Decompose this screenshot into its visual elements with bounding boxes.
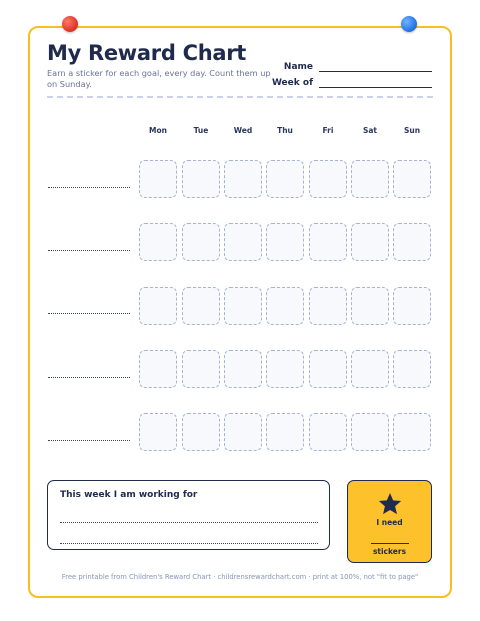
- sticker-box-wed[interactable]: [224, 350, 262, 388]
- sticker-box-tue[interactable]: [182, 413, 220, 451]
- week-field[interactable]: [272, 78, 432, 88]
- goal-line-1[interactable]: [48, 187, 130, 188]
- day-header-fri: Fri: [322, 126, 334, 135]
- goal-line-4[interactable]: [48, 377, 130, 378]
- day-header-sun: Sun: [403, 126, 421, 135]
- header-divider: [47, 96, 433, 98]
- goal-line-5[interactable]: [48, 440, 130, 441]
- sticker-box-tue[interactable]: [182, 160, 220, 198]
- sticker-box-fri[interactable]: [309, 350, 347, 388]
- sticker-box-tue[interactable]: [182, 223, 220, 261]
- sticker-box-tue[interactable]: [182, 350, 220, 388]
- sticker-box-mon[interactable]: [139, 160, 177, 198]
- sticker-box-sun[interactable]: [393, 413, 431, 451]
- star-icon: [377, 491, 403, 517]
- goal-line-3[interactable]: [48, 313, 130, 314]
- sticker-box-fri[interactable]: [309, 223, 347, 261]
- day-header-wed: Wed: [233, 126, 253, 135]
- sticker-box-sun[interactable]: [393, 160, 431, 198]
- sticker-goal-box: [347, 480, 432, 563]
- working-for-heading: This week I am working for: [60, 490, 198, 500]
- sticker-box-thu[interactable]: [266, 287, 304, 325]
- sticker-box-sat[interactable]: [351, 287, 389, 325]
- sticker-box-sun[interactable]: [393, 287, 431, 325]
- red-pushpin-icon: [62, 16, 78, 32]
- week-line[interactable]: [319, 80, 432, 88]
- goal-line-2[interactable]: [48, 250, 130, 251]
- sticker-box-wed[interactable]: [224, 287, 262, 325]
- day-header-sat: Sat: [362, 126, 378, 135]
- sticker-box-sat[interactable]: [351, 413, 389, 451]
- sticker-box-mon[interactable]: [139, 287, 177, 325]
- sticker-box-sat[interactable]: [351, 223, 389, 261]
- name-label: Name: [283, 62, 313, 72]
- sticker-box-sat[interactable]: [351, 160, 389, 198]
- sticker-box-fri[interactable]: [309, 413, 347, 451]
- sticker-box-thu[interactable]: [266, 350, 304, 388]
- sticker-count-line[interactable]: [371, 543, 409, 544]
- name-field[interactable]: [284, 62, 432, 72]
- working-for-panel: [47, 480, 330, 550]
- day-header-thu: Thu: [277, 126, 293, 135]
- sticker-box-thu[interactable]: [266, 223, 304, 261]
- sticker-box-wed[interactable]: [224, 413, 262, 451]
- sticker-box-sun[interactable]: [393, 350, 431, 388]
- name-line[interactable]: [319, 64, 432, 72]
- week-label: Week of: [271, 78, 313, 88]
- working-for-line-1[interactable]: [60, 522, 318, 523]
- need-label: I need: [376, 518, 403, 527]
- footer-note: Free printable from Children's Reward Chart · childrensrewardchart.com · print at 100%, not "fit to page": [61, 573, 419, 581]
- sticker-box-fri[interactable]: [309, 160, 347, 198]
- page-title: My Reward Chart: [47, 41, 247, 65]
- sticker-box-mon[interactable]: [139, 223, 177, 261]
- sticker-box-mon[interactable]: [139, 350, 177, 388]
- sticker-box-wed[interactable]: [224, 160, 262, 198]
- blue-pushpin-icon: [401, 16, 417, 32]
- working-for-line-2[interactable]: [60, 543, 318, 544]
- sticker-box-thu[interactable]: [266, 413, 304, 451]
- sticker-box-tue[interactable]: [182, 287, 220, 325]
- sticker-box-wed[interactable]: [224, 223, 262, 261]
- page-subtitle: Earn a sticker for each goal, every day. Count them up on Sunday.: [47, 68, 271, 89]
- sticker-box-sun[interactable]: [393, 223, 431, 261]
- sticker-box-fri[interactable]: [309, 287, 347, 325]
- day-header-tue: Tue: [193, 126, 209, 135]
- sticker-box-sat[interactable]: [351, 350, 389, 388]
- sticker-box-thu[interactable]: [266, 160, 304, 198]
- stickers-label: stickers: [372, 547, 407, 556]
- sticker-box-mon[interactable]: [139, 413, 177, 451]
- day-header-mon: Mon: [149, 126, 167, 135]
